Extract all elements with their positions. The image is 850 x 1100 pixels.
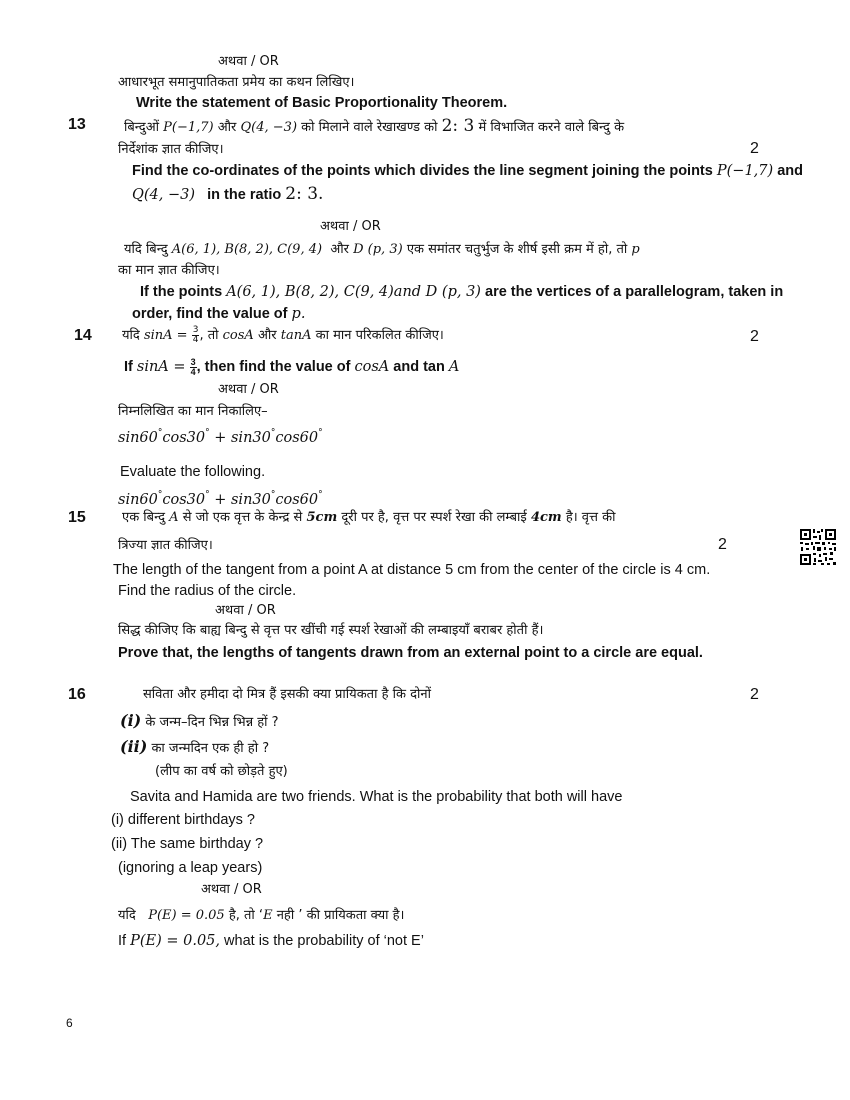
- text: और: [217, 120, 237, 135]
- math: sinA =: [136, 359, 186, 375]
- q15-hindi-line1: [122, 508, 615, 528]
- marks: 2: [718, 536, 727, 553]
- question-number: 13: [68, 116, 86, 133]
- math: 2: 3.: [285, 184, 324, 204]
- or-label: अथवा / OR: [218, 54, 279, 69]
- math: A(6, 1), B(8, 2), C(9, 4): [171, 242, 323, 257]
- math: p: [631, 242, 640, 257]
- text: are the vertices of a parallelogram, taken in: [485, 284, 784, 300]
- text: , then find the value of: [196, 359, 351, 375]
- text: Find the co-ordinates of the points which divides the line segment joining the points: [132, 163, 713, 179]
- math: cos60: [275, 430, 319, 446]
- q16-alt-hindi: [118, 906, 404, 926]
- math: cos60: [275, 492, 319, 508]
- math: P(−1,7): [163, 120, 214, 135]
- frac-numerator: 3: [190, 356, 196, 367]
- q16-hindi-line1: सविता और हमीदा दो मित्र हैं इसकी क्या प्रायिकता है कि दोनों: [143, 687, 431, 702]
- text: यदि: [118, 908, 136, 923]
- math: + sin30: [209, 492, 271, 508]
- q15-alt-hindi: सिद्ध कीजिए कि बाह्य बिन्दु से वृत्त पर खींची गई स्पर्श रेखाओं की लम्बाइयाँ बराबर होती हैं।: [118, 623, 544, 638]
- math: (i): [120, 711, 142, 730]
- degree: °: [157, 490, 163, 500]
- math: Q(4, −3): [132, 187, 196, 203]
- math: sinA =: [143, 328, 188, 343]
- text: एक बिन्दु: [122, 510, 166, 525]
- degree: °: [318, 428, 323, 438]
- q13-english-line2: [132, 184, 323, 205]
- q13-hindi-line1: [124, 116, 624, 138]
- question-number: 15: [68, 509, 86, 526]
- q14-english-line: [124, 357, 459, 377]
- text: बिन्दुओं: [124, 120, 159, 135]
- q13-alt-english-line1: [140, 282, 783, 302]
- text: यदि: [122, 328, 140, 343]
- q16-english-ii: (ii) The same birthday ?: [111, 836, 264, 852]
- text: If: [124, 359, 133, 375]
- degree: °: [318, 490, 323, 500]
- math: (ii): [120, 737, 148, 756]
- q16-alt-english: [118, 931, 424, 951]
- q13-english-line1: [132, 161, 803, 181]
- math: Q(4, −3): [240, 120, 298, 135]
- math: 4cm: [530, 510, 562, 525]
- frac-numerator: 3: [192, 325, 199, 335]
- math: P(E) = 0.05: [148, 908, 225, 923]
- q16-hindi-leap: (लीप का वर्ष को छोड़ते हुए): [155, 764, 288, 779]
- qr-code-icon: [799, 528, 837, 566]
- page-number: 6: [66, 1016, 73, 1030]
- text: नही ’ की प्रायिकता क्या है।: [276, 908, 405, 923]
- degree: °: [270, 428, 276, 438]
- text: और: [330, 242, 349, 257]
- q14-alt-english: Evaluate the following.: [120, 464, 266, 480]
- math: 2: 3: [441, 116, 475, 136]
- q12-hindi-text: आधारभूत समानुपातिकता प्रमेय का कथन लिखिए।: [118, 75, 355, 90]
- math: cos30: [162, 492, 206, 508]
- text: और: [257, 328, 277, 343]
- math: sin60: [118, 430, 158, 446]
- degree: °: [270, 490, 276, 500]
- q16-english-i: (i) different birthdays ?: [111, 812, 255, 828]
- q13-alt-hindi-line2: का मान ज्ञात कीजिए।: [118, 263, 220, 278]
- math: A: [169, 510, 179, 525]
- or-label: अथवा / OR: [201, 882, 262, 897]
- math: cosA: [222, 328, 254, 343]
- math: p.: [291, 306, 306, 322]
- q15-alt-english: Prove that, the lengths of tangents drawn from an external point to a circle are equal.: [118, 645, 703, 661]
- q14-expression: [118, 485, 323, 510]
- q14-expression: [118, 423, 323, 448]
- q15-english-line1: The length of the tangent from a point A at distance 5 cm from the center of the circle is 4 cm.: [113, 562, 711, 578]
- math: 5cm: [306, 510, 338, 525]
- text: in the ratio: [207, 187, 282, 203]
- text: का जन्मदिन एक ही हो ?: [151, 741, 270, 756]
- math: P(E) = 0.05,: [130, 933, 221, 949]
- degree: °: [157, 428, 163, 438]
- q15-hindi-line2: त्रिज्या ज्ञात कीजिए।: [118, 538, 213, 553]
- math: + sin30: [209, 430, 271, 446]
- math: cos30: [162, 430, 206, 446]
- frac-denominator: 4: [192, 335, 199, 345]
- text: के जन्म–दिन भिन्न भिन्न हों ?: [145, 715, 279, 730]
- question-number: 14: [74, 327, 92, 344]
- or-label: अथवा / OR: [320, 219, 381, 234]
- question-number: 16: [68, 686, 86, 703]
- text: what is the probability of ‘not E’: [224, 933, 424, 949]
- math: D (p, 3): [353, 242, 403, 257]
- degree: °: [205, 428, 210, 438]
- fraction: [190, 358, 197, 377]
- or-label: अथवा / OR: [218, 382, 279, 397]
- q13-alt-hindi-line1: [124, 240, 640, 260]
- text: and tan: [393, 359, 445, 375]
- q16-english-line1: Savita and Hamida are two friends. What is the probability that both will have: [130, 789, 623, 805]
- math: cosA: [354, 359, 390, 375]
- text: If the points: [140, 284, 223, 300]
- marks: 2: [750, 140, 759, 157]
- text: If: [118, 933, 127, 949]
- math: A(6, 1), B(8, 2), C(9, 4)and D (p, 3): [226, 284, 481, 300]
- q13-alt-english-line2: [132, 304, 305, 324]
- marks: 2: [750, 686, 759, 703]
- text: , तो: [199, 328, 219, 343]
- text: order, find the value of: [132, 306, 288, 322]
- math: P(−1,7): [716, 163, 774, 179]
- q14-alt-hindi: निम्नलिखित का मान निकालिए–: [118, 404, 268, 419]
- q16-hindi-ii: [120, 737, 269, 759]
- text: यदि बिन्दु: [124, 242, 168, 257]
- text: एक समांतर चतुर्भुज के शीर्ष इसी क्रम में हो, तो: [406, 242, 628, 257]
- q14-hindi-line: [122, 326, 444, 346]
- or-label: अथवा / OR: [215, 603, 276, 618]
- q13-hindi-line2: निर्देशांक ज्ञात कीजिए।: [118, 142, 224, 157]
- math: A: [448, 359, 460, 375]
- frac-denominator: 4: [190, 366, 196, 377]
- marks: 2: [750, 328, 759, 345]
- math: sin60: [118, 492, 158, 508]
- text: में विभाजित करने वाले बिन्दु के: [478, 120, 625, 135]
- math: E: [263, 908, 273, 923]
- text: and: [777, 163, 803, 179]
- text: है, तो ‘: [228, 908, 264, 923]
- text: को मिलाने वाले रेखाखण्ड को: [301, 120, 438, 135]
- q16-hindi-i: [120, 711, 279, 733]
- q12-english-text: Write the statement of Basic Proportionality Theorem.: [136, 95, 508, 111]
- q15-english-line2: Find the radius of the circle.: [118, 583, 297, 599]
- degree: °: [205, 490, 210, 500]
- text: से जो एक वृत्त के केन्द्र से: [182, 510, 303, 525]
- text: है। वृत्त की: [565, 510, 616, 525]
- math: tanA: [280, 328, 312, 343]
- text: दूरी पर है, वृत्त पर स्पर्श रेखा की लम्बाई: [341, 510, 527, 525]
- q16-english-leap: (ignoring a leap years): [118, 860, 263, 876]
- text: का मान परिकलित कीजिए।: [315, 328, 444, 343]
